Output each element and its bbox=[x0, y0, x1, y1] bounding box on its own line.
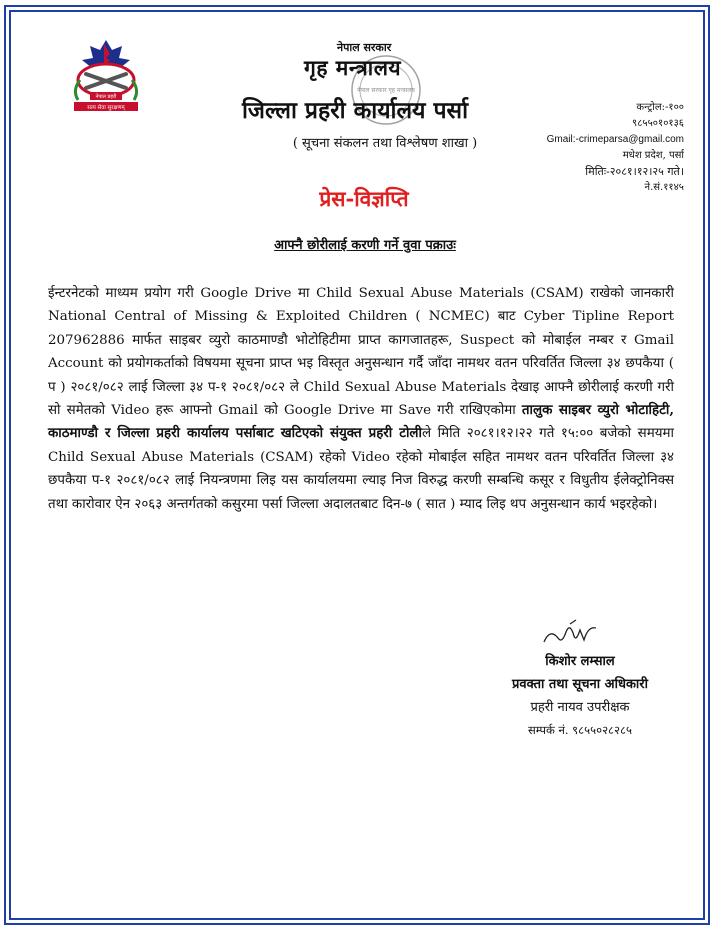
signatory-rank: प्रहरी नायव उपरीक्षक bbox=[530, 700, 630, 715]
section-subtitle: ( सूचना संकलन तथा विश्लेषण शाखा ) bbox=[292, 136, 478, 151]
logo-text: नेपाल प्रहरी bbox=[95, 94, 117, 100]
signatory-role: प्रवक्ता तथा सूचना अधिकारी bbox=[512, 677, 648, 692]
province-name: मधेश प्रदेश, पर्सा bbox=[622, 150, 684, 161]
office-title: जिल्ला प्रहरी कार्यालय पर्सा bbox=[241, 97, 469, 124]
signatory-phone: सम्पर्क नं. ९८५५०२८२८५ bbox=[528, 723, 632, 737]
press-release-label: प्रेस-विज्ञप्ति bbox=[319, 186, 409, 211]
body-text-bold: तालुक साइबर व्युरो भोटाहिटी, काठमाण्डौ र जिल्ला प्रहरी कार्यालय पर्साबाट खटिएको संयुक्त प्रहरी टोली bbox=[48, 402, 674, 442]
body-text-part2: ले मिति २०८१।१२।२२ गते १५:०० बजेको समयमा Child Sexual Abuse Materials (CSAM) रहेको Video रहेको मोबाईल सहित नामथर वतन परिवर्तित जिल्ला ३४ छपकैया प-१ २०८१/०८२ लाई नियन्त्रणमा लिइ यस कार्यालयमा ल्याइ निज विरुद्ध करणी सम्बन्धि कसूर र विधुतीय ईलेक्ट्रोनिक्स तथा कारोवार ऐन २०६३ अन्तर्गतको कसुरमा पर्सा जिल्ला अदालतबाट दिन-७ ( सात ) म्याद लिइ थप अनुसन्धान कार्य भइरहेको। bbox=[48, 426, 674, 512]
body-paragraph bbox=[48, 282, 674, 516]
signature-block bbox=[470, 650, 690, 742]
email-address: Gmail:-crimeparsa@gmail.com bbox=[546, 134, 684, 145]
handwritten-signature bbox=[540, 616, 600, 650]
logo-motto: सत्य सेवा सुरक्षणम् bbox=[87, 105, 125, 111]
contact-block bbox=[524, 100, 684, 196]
news-headline: आफ्नै छोरीलाई करणी गर्ने वुवा पक्राउः bbox=[274, 238, 456, 253]
government-name: नेपाल सरकार bbox=[337, 41, 392, 54]
issue-date: मितिः-२०८१।१२।२५ गते। bbox=[585, 165, 684, 178]
nepal-police-logo bbox=[64, 36, 148, 114]
ministry-name: गृह मन्त्रालय bbox=[304, 55, 402, 80]
control-number: कन्ट्रोल:-१०० bbox=[636, 102, 684, 113]
phone-number: ९८५५०१०१३६ bbox=[632, 118, 684, 129]
body-text-part1: ईन्टरनेटको माध्यम प्रयोग गरी Google Drive मा Child Sexual Abuse Materials (CSAM) राखेको जानकारी National Central of Missing & Exploited Children ( NCMEC) बाट Cyber Tipline Report 207962886 मार्फत साइबर व्युरो काठमाण्डौ भोटोहिटीमा प्राप्त कागजातहरू, Suspect को मोबाईल नम्बर र Gmail Account को प्रयोगकर्ताको विषयमा सूचना प्राप्त भइ विस्तृत अनुसन्धान गर्दै जाँदा नामथर वतन परिवर्तित जिल्ला ३४ छपकैया ( प ) २०८१/०८२ लाई जिल्ला ३४ प-१ २०८१/०८२ ले Child Sexual Abuse Materials देखाइ आफ्नै छोरीलाई करणी गरी सो समेतको Video हरू आफ्नो Gmail को Google Drive मा Save गरी राखिएकोमा bbox=[48, 286, 674, 419]
signatory-name: किशोर लम्साल bbox=[545, 654, 615, 669]
seal-text: नेपाल सरकार गृह मन्त्रालय bbox=[357, 87, 415, 94]
reference-number: ने.सं.११४५ bbox=[644, 182, 684, 193]
